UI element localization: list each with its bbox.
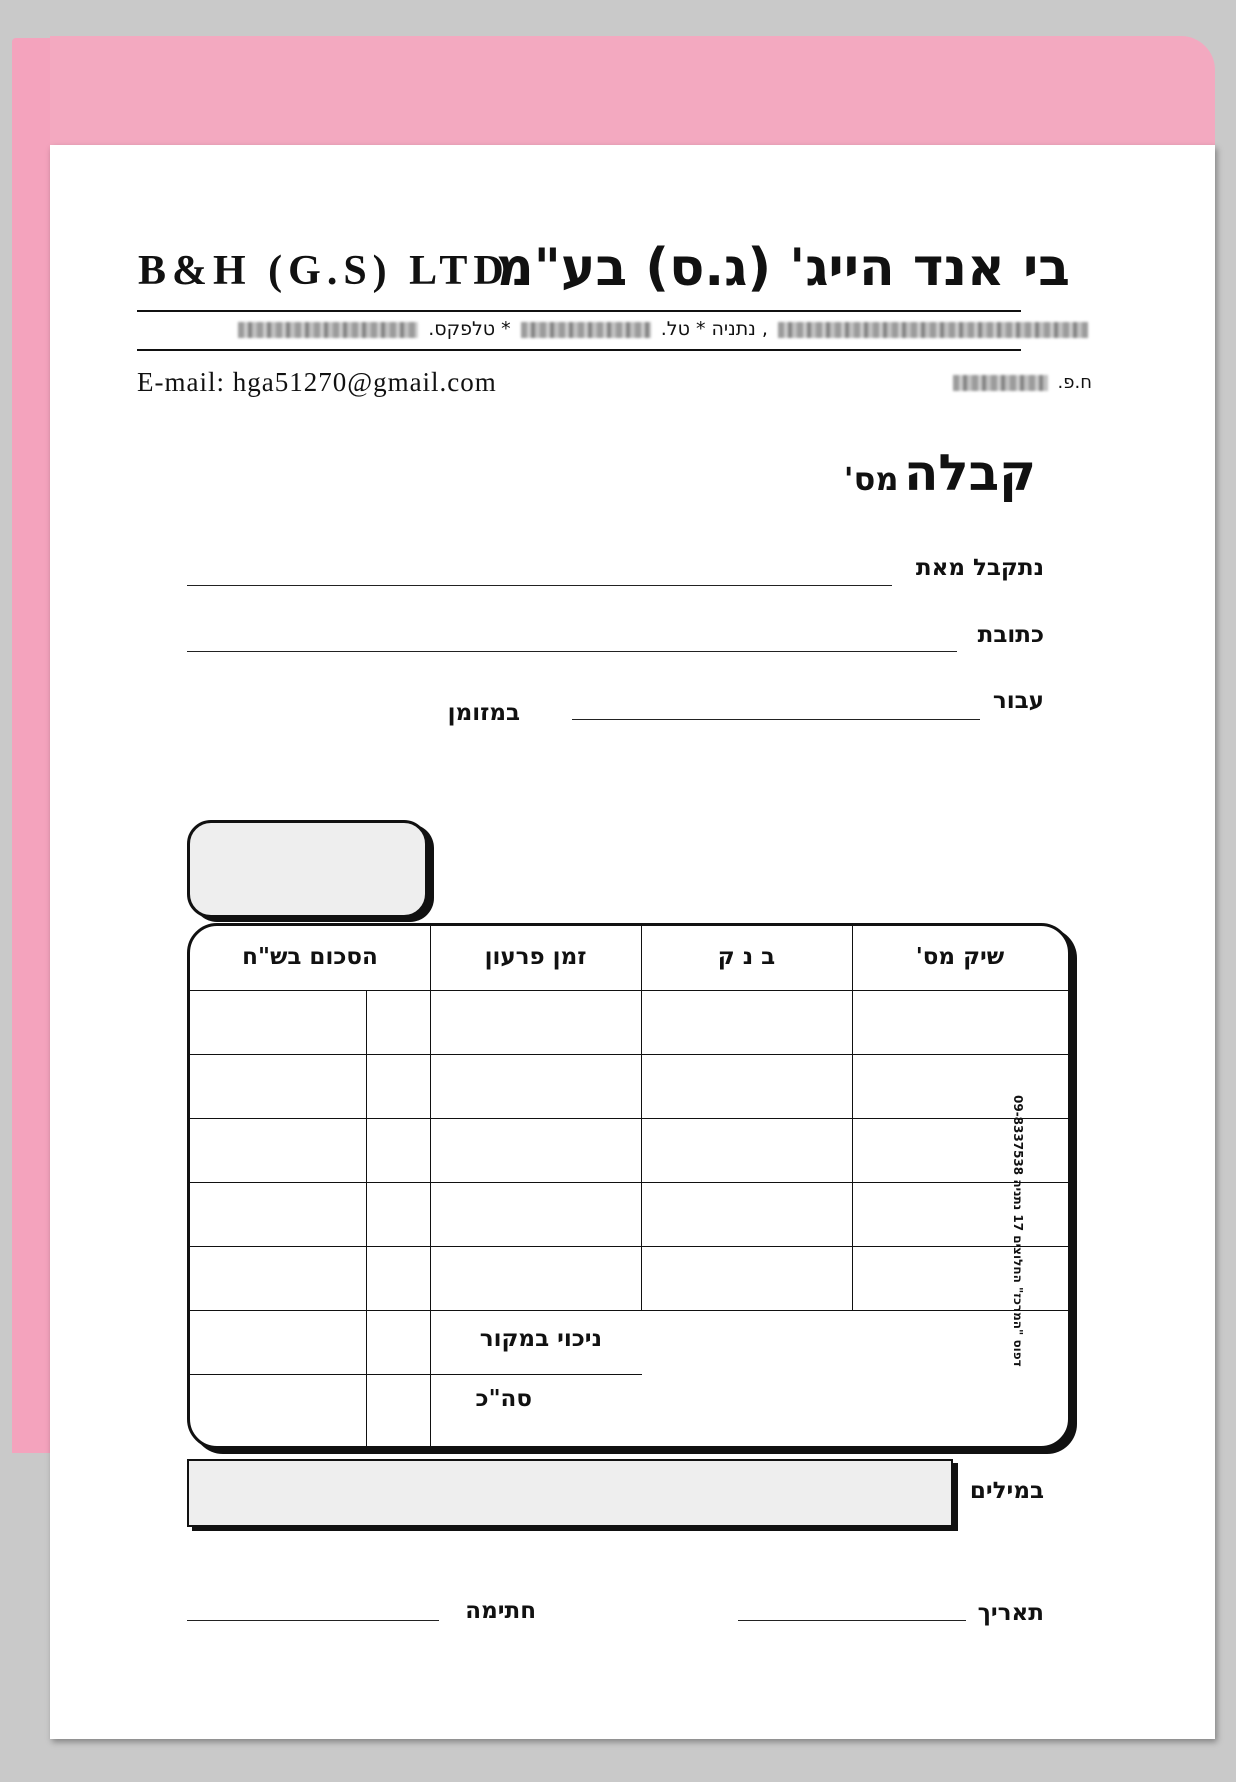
due-date-column-divider [641, 926, 642, 1310]
withholding-underline [430, 1374, 642, 1375]
amount-column-divider [430, 926, 431, 1446]
for-label: עבור [992, 688, 1044, 714]
company-name-english: B&H (G.S) LTD [138, 248, 510, 294]
company-id [949, 372, 1092, 393]
date-line[interactable] [738, 1620, 966, 1621]
blurred-fax [238, 322, 418, 338]
col-header-bank: ב נ ק [717, 944, 776, 970]
bank-column-divider [852, 926, 853, 1310]
signature-label: חתימה [465, 1598, 536, 1624]
header-rule-top [137, 310, 1021, 312]
signature-line[interactable] [187, 1620, 439, 1621]
total-label: סה"כ [475, 1386, 532, 1412]
address-label: כתובת [977, 622, 1044, 648]
address-line[interactable] [187, 651, 957, 652]
table-row-line [190, 1310, 1068, 1311]
cash-amount-box[interactable] [187, 820, 428, 918]
table-row-line [190, 1054, 1068, 1055]
withholding-label: ניכוי במקור [479, 1326, 602, 1352]
table-row-line [190, 1118, 1068, 1119]
receipt-title [844, 444, 1036, 502]
company-id-label: ח.פ. [1057, 372, 1092, 393]
fax-label: טלפקס. [428, 318, 496, 340]
header-rule-bottom [137, 349, 1021, 351]
agorot-column-divider [366, 990, 367, 1446]
in-words-label: במילים [969, 1478, 1044, 1504]
blurred-phone [521, 322, 651, 338]
company-name-hebrew: בי אנד הייג' (ג.ס) בע"מ [496, 238, 1070, 298]
receipt-number-label: מס' [843, 460, 899, 498]
contact-line: , נתניה * טל. * טלפקס. [234, 318, 1092, 340]
in-words-box[interactable] [187, 1459, 953, 1527]
table-header-divider [190, 990, 1068, 991]
col-header-amount: הסכום בש"ח [242, 944, 378, 970]
summary-row-line [190, 1374, 430, 1375]
col-header-check-number: שיק מס' [915, 944, 1005, 970]
receipt-title-text: קבלה [904, 444, 1036, 502]
cash-label: במזומן [447, 700, 520, 726]
received-from-line[interactable] [187, 585, 892, 586]
table-row-line [190, 1182, 1068, 1183]
email-line: E-mail: hga51270@gmail.com [137, 367, 497, 397]
blurred-street-address [778, 322, 1088, 338]
printer-credit: דפוס "המרכז" החלוצים 17 נתניה 09-8337538 [1011, 1095, 1025, 1367]
blurred-company-id [953, 375, 1048, 391]
for-line[interactable] [572, 719, 980, 720]
col-header-due-date: זמן פרעון [484, 944, 587, 970]
received-from-label: נתקבל מאת [915, 555, 1044, 581]
date-label: תאריך [977, 1600, 1044, 1626]
payment-table [187, 923, 1071, 1449]
contact-city: , נתניה [711, 318, 768, 340]
pink-copy-sheet-top [50, 36, 1215, 150]
table-row-line [190, 1246, 1068, 1247]
tel-label: טל. [660, 318, 690, 340]
